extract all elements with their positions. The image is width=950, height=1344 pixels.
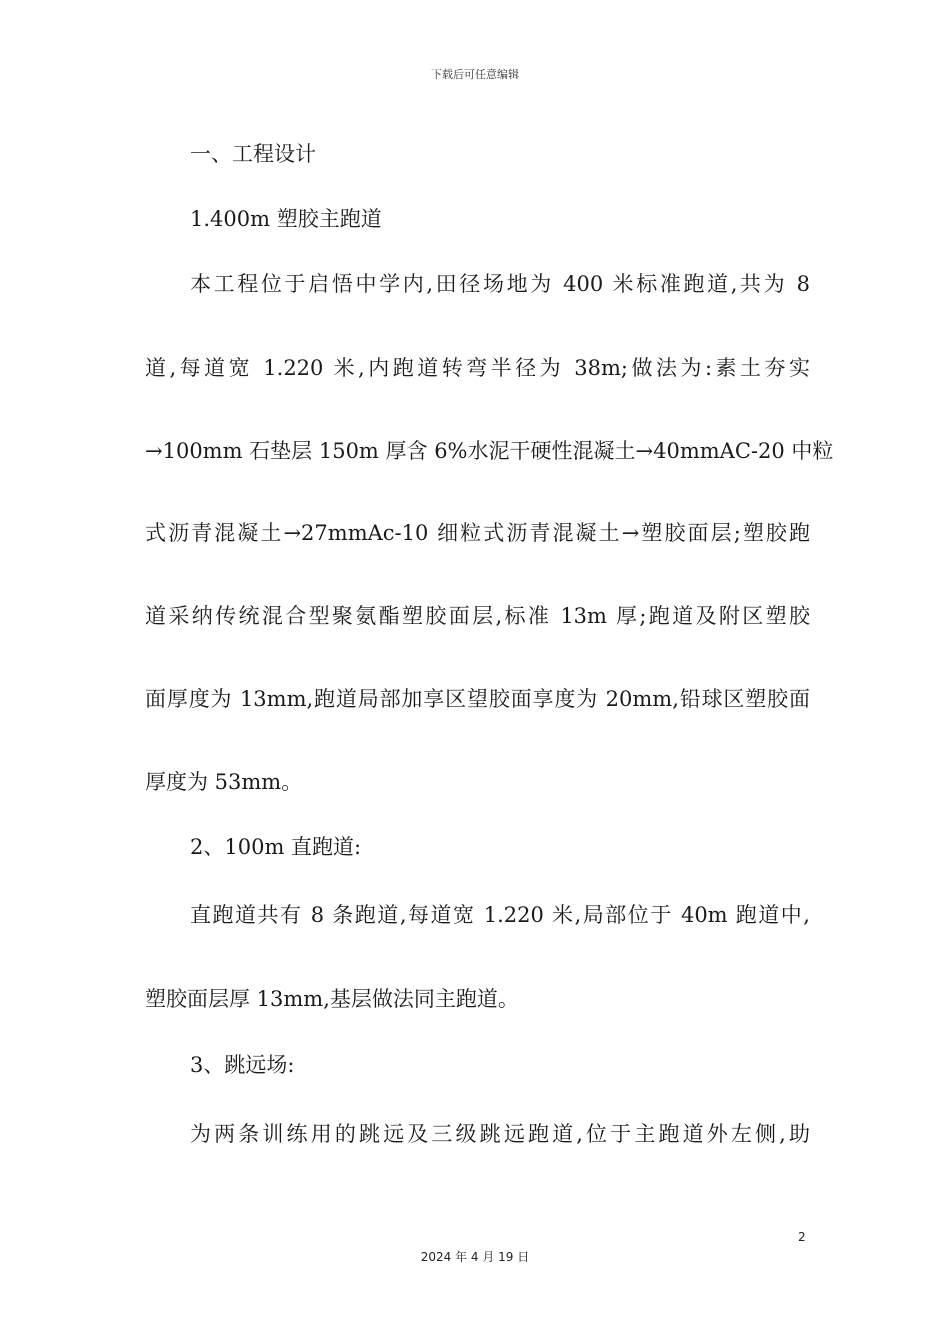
s1-line-7: 厚度为 53mm。 — [145, 770, 303, 794]
s3-line-1: 为两条训练用的跳远及三级跳远跑道,位于主跑道外左侧,助 — [190, 1122, 810, 1146]
s1-line-4: 式沥青混凝土→27mmAc-10 细粒式沥青混凝土→塑胶面层;塑胶跑 — [145, 521, 810, 545]
s2-line-2: 塑胶面层厚 13mm,基层做法同主跑道。 — [145, 987, 519, 1011]
s1-line-3: →100mm 石垫层 150m 厚含 6%水泥干硬性混凝土→40mmAC-20 中粒 — [145, 439, 834, 463]
section-title: 一、工程设计 — [190, 142, 316, 166]
s2-line-1: 直跑道共有 8 条跑道,每道宽 1.220 米,局部位于 40m 跑道中, — [190, 903, 810, 927]
s1-line-6: 面厚度为 13mm,跑道局部加享区望胶面享度为 20mm,铅球区塑胶面 — [145, 687, 810, 711]
s1-line-5: 道采纳传统混合型聚氨酯塑胶面层,标准 13m 厚;跑道及附区塑胶 — [145, 604, 810, 628]
s2-heading: 2、100m 直跑道: — [190, 835, 362, 859]
s1-heading: 1.400m 塑胶主跑道 — [190, 207, 382, 231]
s3-heading: 3、跳远场: — [190, 1053, 295, 1077]
s1-line-1: 本工程位于启悟中学内,田径场地为 400 米标准跑道,共为 8 — [190, 272, 810, 296]
s1-line-2: 道,每道宽 1.220 米,内跑道转弯半径为 38m;做法为:素土夯实 — [145, 356, 810, 380]
page-header: 下载后可任意编辑 — [431, 68, 519, 81]
page-number: 2 — [798, 1230, 806, 1244]
footer-date: 2024 年 4 月 19 日 — [420, 1250, 530, 1264]
